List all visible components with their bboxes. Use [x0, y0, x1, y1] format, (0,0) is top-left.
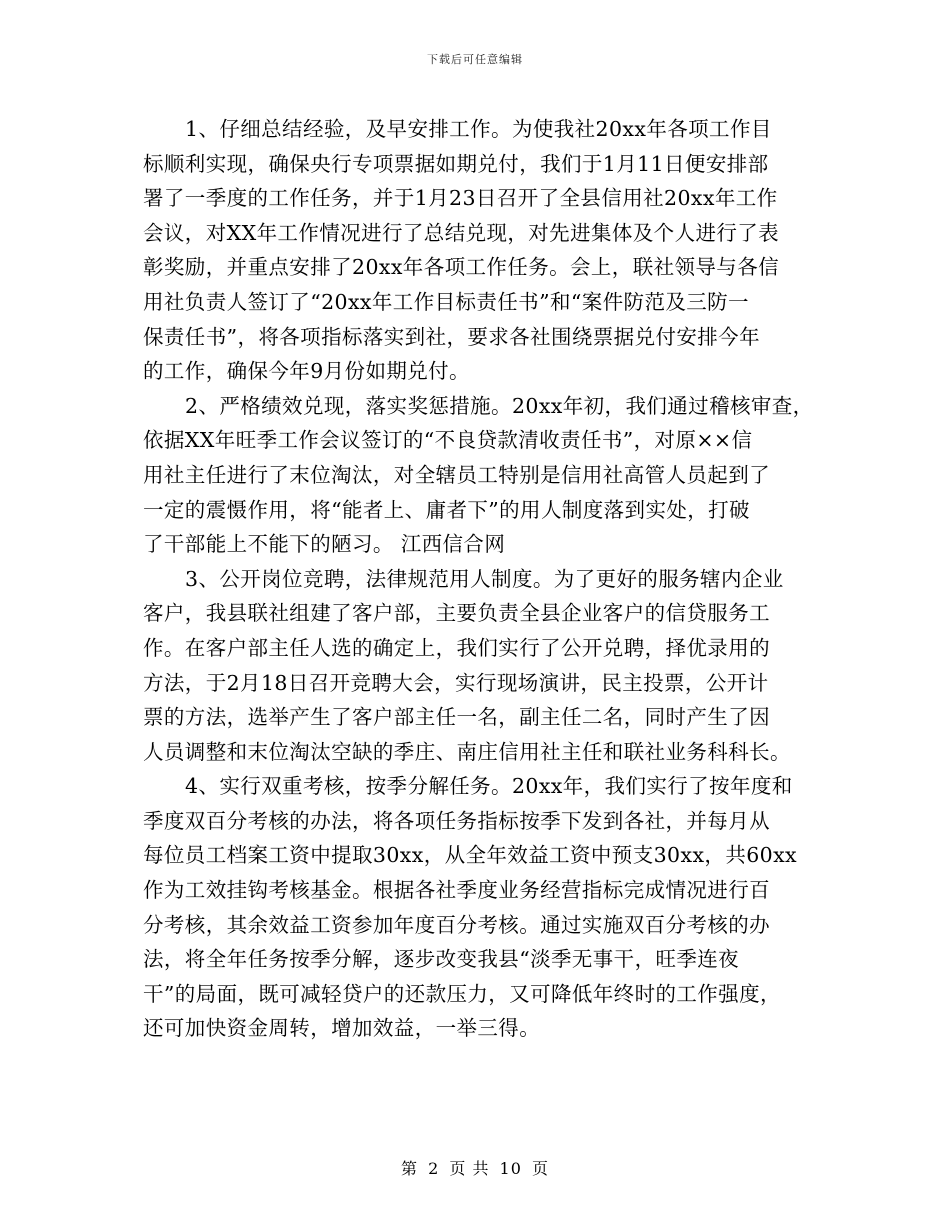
document-body: [143, 112, 833, 1046]
paragraph-1: [143, 112, 833, 389]
text-line: 一定的震慑作用，将“能者上、庸者下”的用人制度落到实处，打破: [143, 497, 750, 522]
text-line: 分考核，其余效益工资参加年度百分考核。通过实施双百分考核的办: [143, 912, 770, 937]
page-number: 2: [428, 1159, 440, 1178]
paragraph-3: [143, 562, 833, 770]
text-line: 依据XX年旺季工作会议签订的“不良贷款清收责任书”，对原××信: [143, 428, 753, 453]
text-line: 4、实行双重考核，按季分解任务。20xx年，我们实行了按年度和: [185, 774, 793, 799]
paragraph-4: [143, 769, 833, 1046]
text-line: 会议，对XX年工作情况进行了总结兑现，对先进集体及个人进行了表: [143, 220, 780, 245]
paragraph-2: [143, 389, 833, 562]
page-footer: [0, 1156, 950, 1179]
text-line: 2、严格绩效兑现，落实奖惩措施。20xx年初，我们通过稽核审查，: [185, 393, 814, 418]
text-line: 标顺利实现，确保央行专项票据如期兑付，我们于1月11日便安排部: [143, 151, 769, 176]
text-line: 还可加快资金周转，增加效益，一举三得。: [143, 1016, 541, 1041]
text-line: 票的方法，选举产生了客户部主任一名，副主任二名，同时产生了因: [143, 705, 770, 730]
text-line: 用社主任进行了末位淘汰，对全辖员工特别是信用社高管人员起到了: [143, 462, 770, 487]
text-line: 彰奖励，并重点安排了20xx年各项工作任务。会上，联社领导与各信: [143, 255, 780, 280]
text-line: 的工作，确保今年9月份如期兑付。: [143, 359, 470, 384]
footer-suffix: 页: [532, 1159, 550, 1178]
text-line: 每位员工档案工资中提取30xx，从全年效益工资中预支30xx，共60xx: [143, 843, 798, 868]
text-line: 保责任书”，将各项指标落实到社，要求各社围绕票据兑付安排今年: [143, 324, 760, 349]
text-line: 干”的局面，既可减轻贷户的还款压力，又可降低年终时的工作强度，: [143, 981, 781, 1006]
text-line: 署了一季度的工作任务，并于1月23日召开了全县信用社20xx年工作: [143, 186, 778, 211]
footer-middle: 页 共: [449, 1159, 490, 1178]
text-line: 季度双百分考核的办法，将各项任务指标按季下发到各社，并每月从: [143, 808, 770, 833]
page-header: 下载后可任意编辑: [427, 53, 523, 66]
text-line: 作为工效挂钩考核基金。根据各社季度业务经营指标完成情况进行百: [143, 878, 770, 903]
text-line: 了干部能上不能下的陋习。 江西信合网: [143, 532, 506, 557]
text-line: 法，将全年任务按季分解，逐步改变我县“淡季无事干，旺季连夜: [143, 947, 740, 972]
text-line: 1、仔细总结经验，及早安排工作。为使我社20xx年各项工作目: [185, 117, 772, 141]
text-line: 3、公开岗位竞聘，法律规范用人制度。为了更好的服务辖内企业: [185, 566, 784, 591]
text-line: 作。在客户部主任人选的确定上，我们实行了公开兑聘，择优录用的: [143, 635, 770, 660]
page-total: 10: [499, 1159, 522, 1178]
text-line: 人员调整和末位淘汰空缺的季庄、南庄信用社主任和联社业务科科长。: [143, 739, 791, 764]
footer-prefix: 第: [400, 1159, 418, 1178]
text-line: 用社负责人签订了“20xx年工作目标责任书”和“案件防范及三防一: [143, 289, 749, 314]
text-line: 方法，于2月18日召开竞聘大会，实行现场演讲，民主投票，公开计: [143, 670, 769, 695]
text-line: 客户，我县联社组建了客户部，主要负责全县企业客户的信贷服务工: [143, 601, 770, 626]
